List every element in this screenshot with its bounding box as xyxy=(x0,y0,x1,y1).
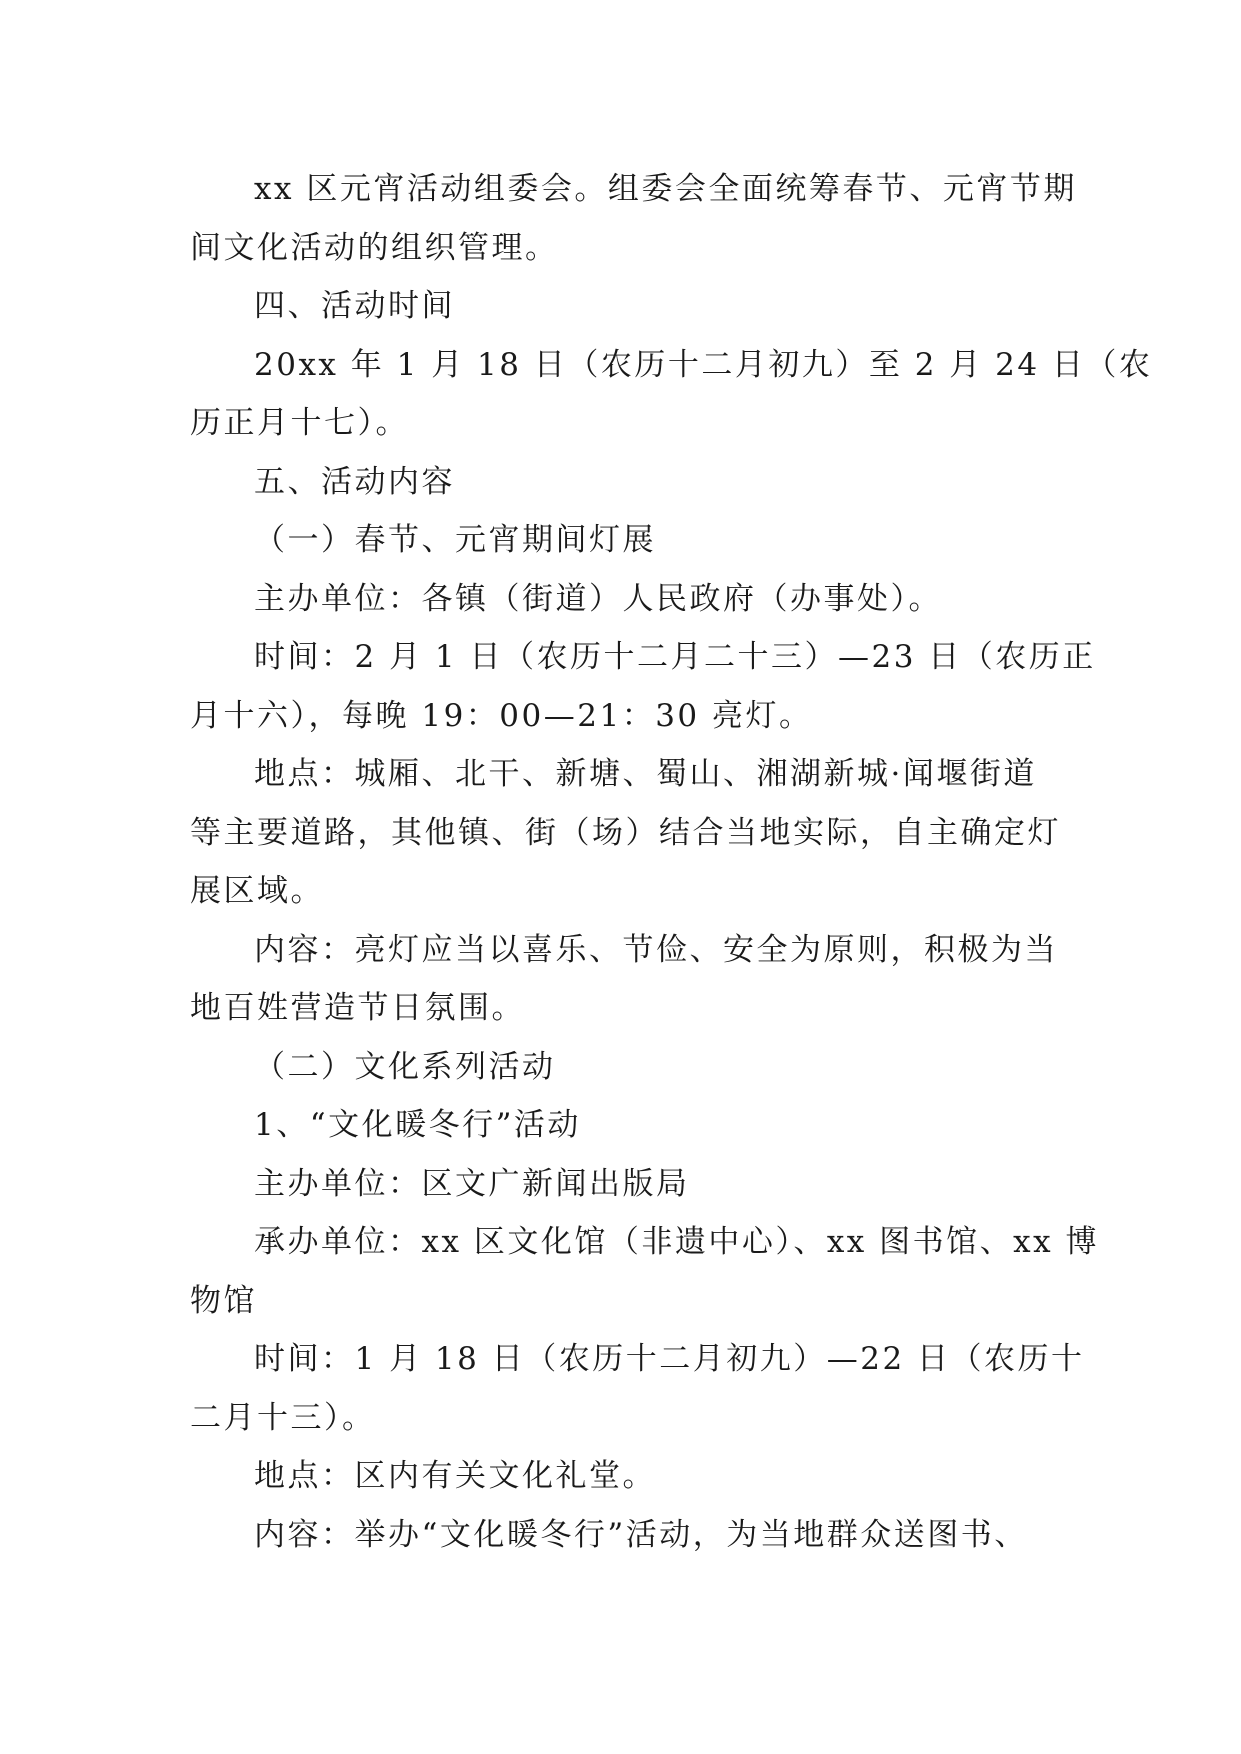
text-line: （一）春节、元宵期间灯展 xyxy=(254,522,656,558)
text-line: 月十六），每晚 19：00—21：30 亮灯。 xyxy=(190,697,813,734)
text-line: 四、活动时间 xyxy=(254,288,455,324)
text-line: 地百姓营造节日氛围。 xyxy=(190,990,525,1026)
text-line: 主办单位：各镇（街道）人民政府（办事处）。 xyxy=(254,580,942,617)
text-line: 二月十三）。 xyxy=(190,1399,376,1436)
text-line: 时间：2 月 1 日（农历十二月二十三）—23 日（农历正 xyxy=(254,639,1096,675)
text-line: 承办单位：xx 区文化馆（非遗中心）、xx 图书馆、xx 博 xyxy=(254,1224,1099,1260)
text-line: 内容：举办“文化暖冬行”活动，为当地群众送图书、 xyxy=(254,1516,1028,1553)
text-line: 内容：亮灯应当以喜乐、节俭、安全为原则，积极为当 xyxy=(254,931,1058,968)
text-line: 物馆 xyxy=(190,1282,257,1319)
text-line: 地点：城厢、北干、新塘、蜀山、湘湖新城·闻堰街道 xyxy=(254,756,1037,792)
text-line: 1、“文化暖冬行”活动 xyxy=(254,1107,581,1143)
text-line: 地点：区内有关文化礼堂。 xyxy=(254,1458,656,1494)
text-line: 展区域。 xyxy=(190,873,324,909)
text-line: 五、活动内容 xyxy=(254,463,455,500)
text-line: 等主要道路，其他镇、街（场）结合当地实际，自主确定灯 xyxy=(190,814,1061,851)
text-line: （二）文化系列活动 xyxy=(254,1048,556,1085)
text-line: 主办单位：区文广新闻出版局 xyxy=(254,1165,690,1202)
document-body xyxy=(190,160,1153,1564)
text-line: 历正月十七）。 xyxy=(190,405,409,441)
text-line: 20xx 年 1 月 18 日（农历十二月初九）至 2 月 24 日（农 xyxy=(254,346,1153,383)
text-line: 时间：1 月 18 日（农历十二月初九）—22 日（农历十 xyxy=(254,1341,1085,1377)
text-line: xx 区元宵活动组委会。组委会全面统筹春节、元宵节期 xyxy=(254,171,1077,207)
text-line: 间文化活动的组织管理。 xyxy=(190,229,559,266)
